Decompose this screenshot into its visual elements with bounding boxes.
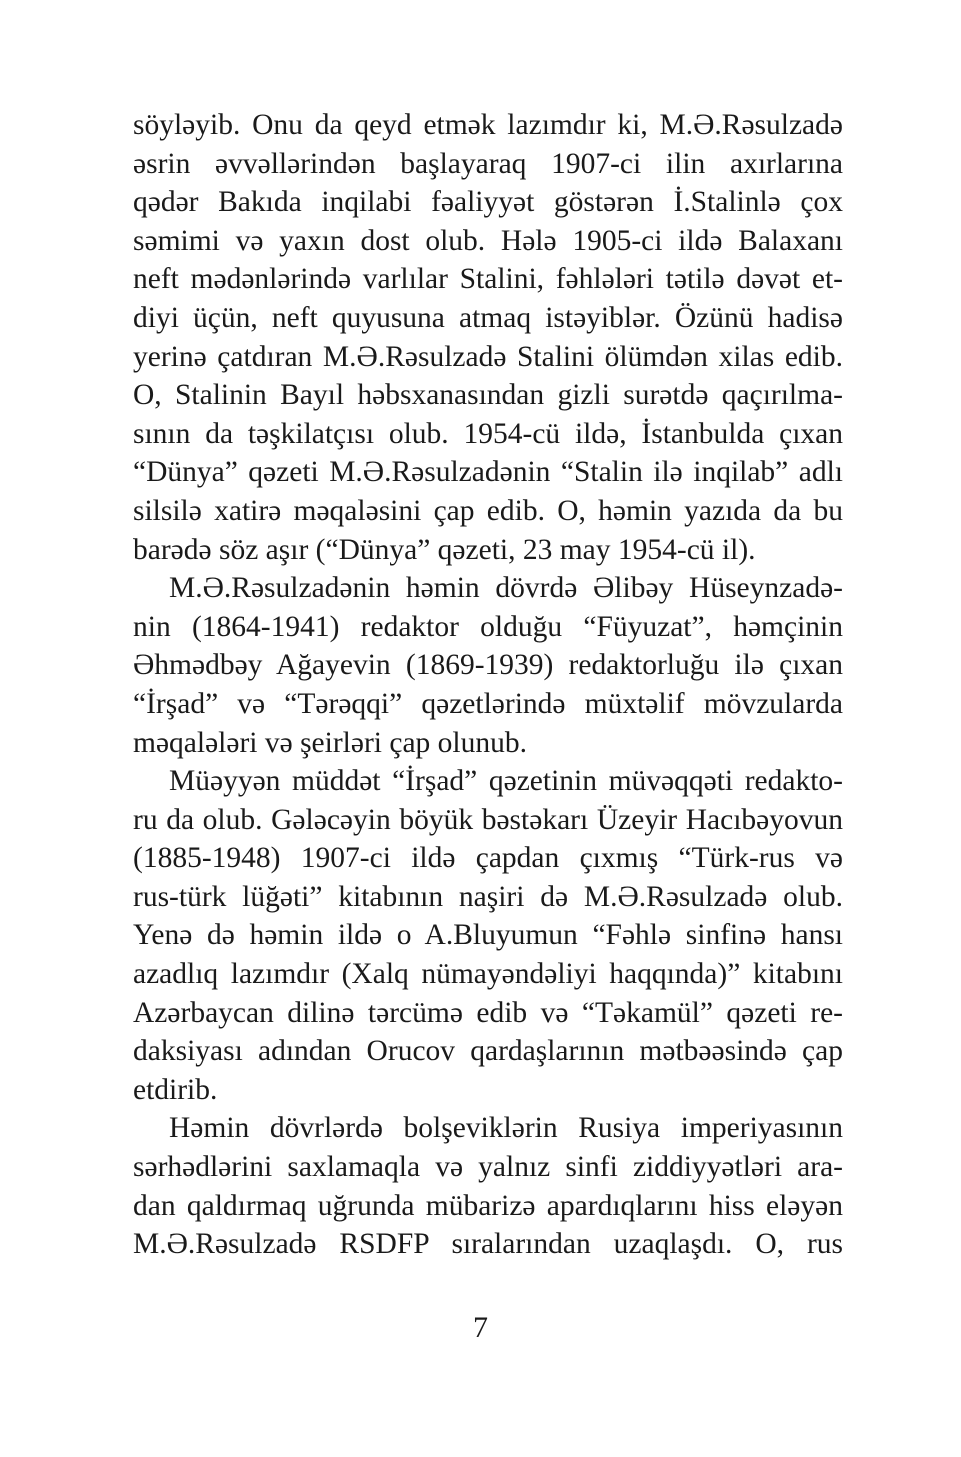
text-line: dan qaldırmaq uğrunda mübarizə apardıqlarını hiss eləyən [133, 1189, 843, 1222]
text-line: etdirib. [133, 1073, 218, 1106]
text-line: “İrşad” və “Tərəqqi” qəzetlərində müxtəlif mövzularda [133, 687, 843, 720]
text-line: neft mədənlərində varlılar Stalini, fəhlələri tətilə dəvət et- [133, 263, 843, 296]
text-line: yerinə çatdıran M.Ə.Rəsulzadə Stalini ölümdən xilas edib. [133, 340, 843, 373]
text-line: M.Ə.Rəsulzadə RSDFP sıralarından uzaqlaşdı. O, rus [133, 1228, 843, 1261]
text-line: O, Stalinin Bayıl həbsxanasından gizli surətdə qaçırılma- [133, 379, 843, 412]
text-line: silsilə xatirə məqaləsini çap edib. O, həmin yazıda da bu [133, 494, 843, 527]
text-line: barədə söz aşır (“Dünya” qəzeti, 23 may 1954-cü il). [133, 533, 756, 566]
text-line: Müəyyən müddət “İrşad” qəzetinin müvəqqəti redakto- [169, 765, 843, 798]
text-line: sərhədlərini saxlamaqla və yalnız sinfi ziddiyyətləri ara- [133, 1151, 843, 1184]
page-number: 7 [473, 1311, 488, 1344]
text-line: sının da təşkilatçısı olub. 1954-cü ildə, İstanbulda çıxan [133, 417, 843, 450]
text-line: söyləyib. Onu da qeyd etmək lazımdır ki, M.Ə.Rəsulzadə [133, 109, 843, 141]
text-line: nin (1864-1941) redaktor olduğu “Füyuzat”, həmçinin [133, 610, 843, 643]
text-line: rus-türk lüğəti” kitabının naşiri də M.Ə.Rəsulzadə olub. [133, 880, 843, 913]
text-line: azadlıq lazımdır (Xalq nümayəndəliyi haqqında)” kitabını [133, 958, 843, 991]
text-line: səmimi və yaxın dost olub. Hələ 1905-ci ildə Balaxanı [133, 224, 843, 257]
text-line: M.Ə.Rəsulzadənin həmin dövrdə Əlibəy Hüseynzadə- [169, 572, 843, 605]
text-line: (1885-1948) 1907-ci ildə çapdan çıxmış “Türk-rus və [133, 842, 843, 875]
text-line: Həmin dövrlərdə bolşeviklərin Rusiya imperiyasının [169, 1112, 843, 1145]
text-line: məqalələri və şeirləri çap olunub. [133, 726, 527, 759]
text-line: əsrin əvvəllərindən başlayaraq 1907-ci ilin axırlarına [133, 147, 843, 180]
text-line: qədər Bakıda inqilabi fəaliyyət göstərən İ.Stalinlə çox [133, 186, 843, 219]
text-line: Azərbaycan dilinə tərcümə edib və “Təkamül” qəzeti re- [133, 996, 843, 1029]
text-line: Yenə də həmin ildə o A.Bluyumun “Fəhlə sinfinə hansı [133, 919, 843, 952]
text-line: diyi üçün, neft quyusuna atmaq istəyiblər. Özünü hadisə [133, 301, 843, 334]
text-line: ru da olub. Gələcəyin böyük bəstəkarı Üzeyir Hacıbəyovun [133, 803, 843, 836]
text-line: daksiyası adından Orucov qardaşlarının mətbəəsində çap [133, 1035, 843, 1068]
text-line: Əhmədbəy Ağayevin (1869-1939) redaktorluğu ilə çıxan [133, 649, 843, 682]
text-line: “Dünya” qəzeti M.Ə.Rəsulzadənin “Stalin ilə inqilab” adlı [133, 456, 843, 489]
body-text [133, 106, 843, 1264]
